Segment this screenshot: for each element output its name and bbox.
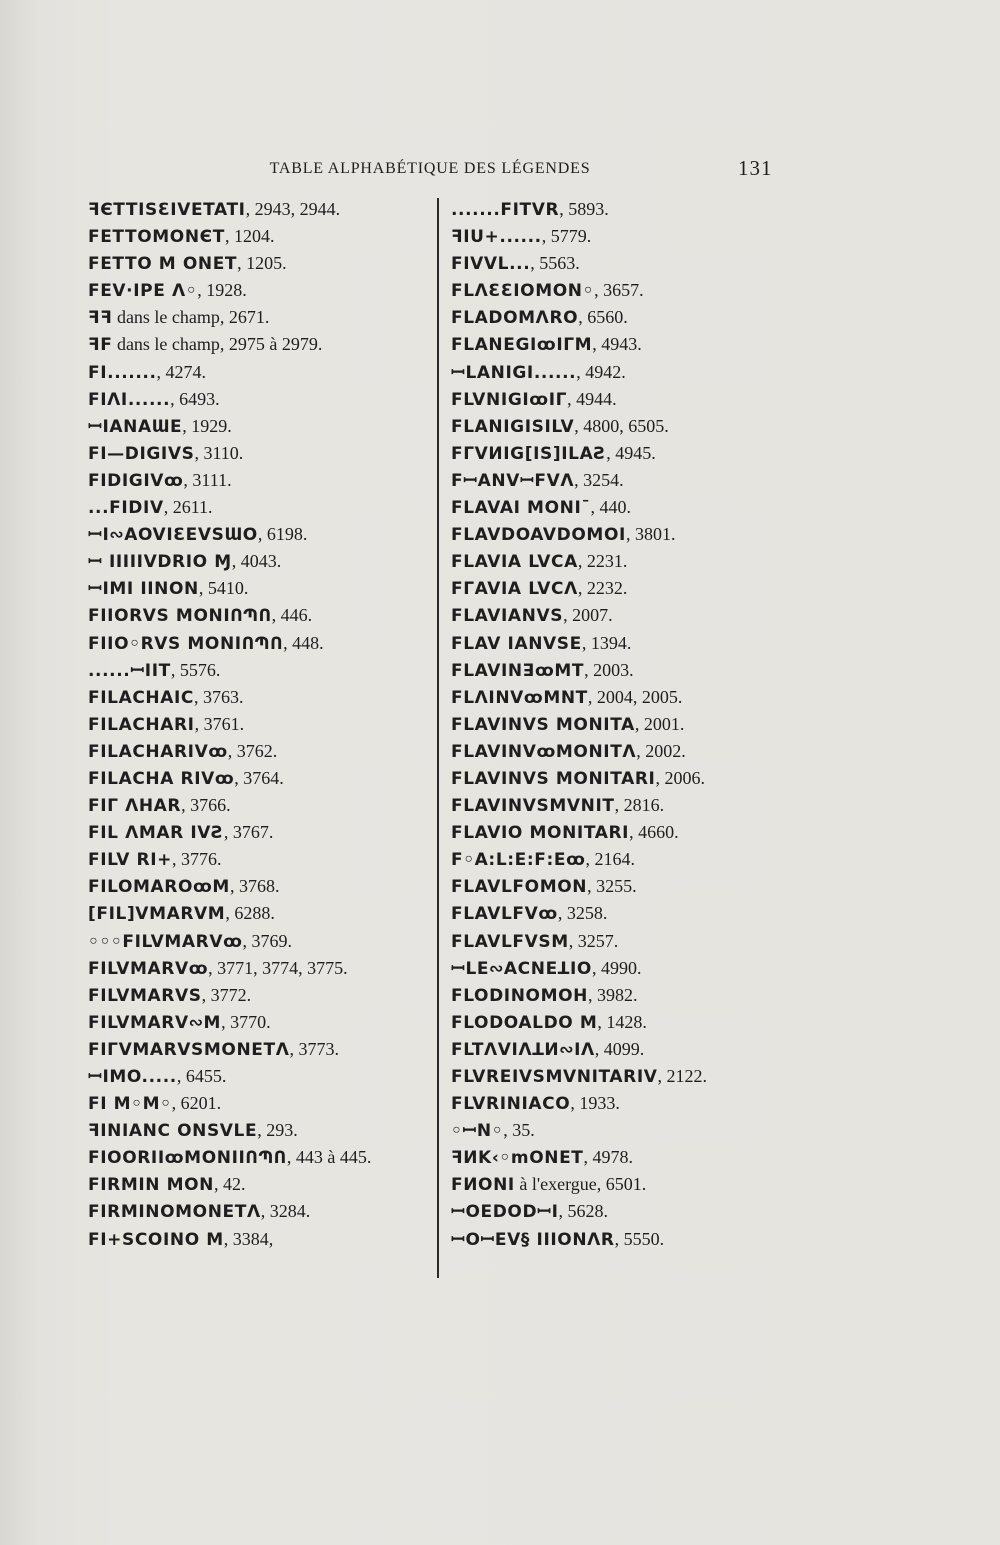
legend-entry	[88, 521, 433, 548]
reference-numbers: , 4099.	[594, 1038, 645, 1059]
reference-numbers: , 5410.	[198, 578, 249, 599]
legend-text: FI M◦M◦	[88, 1094, 172, 1115]
legend-entry	[88, 900, 433, 927]
legend-text: ◦◦◦FILVMARVꝏ	[88, 931, 243, 952]
reference-numbers: , 2164.	[585, 849, 636, 870]
legend-text: ......ꟷIIT	[88, 660, 171, 681]
legend-entry	[451, 494, 781, 521]
legend-text: FILACHARI	[88, 714, 195, 735]
reference-numbers: , 3767.	[223, 822, 274, 843]
reference-numbers: , 3770.	[221, 1011, 271, 1032]
legend-entry	[88, 1171, 433, 1198]
legend-text: FIVVL...	[451, 254, 531, 275]
legend-text: FLAVLFVSM	[451, 931, 569, 952]
legend-entry	[88, 630, 433, 657]
legend-entry	[88, 223, 433, 250]
reference-numbers: , 3761.	[194, 713, 245, 734]
legend-entry	[88, 1144, 433, 1171]
legend-entry	[451, 819, 781, 846]
legend-text: FLAVINVS MONITA	[451, 714, 635, 735]
legend-text: FLAVINVS MONITARI	[451, 768, 656, 789]
legend-text: ꟷ IIIIIVDRIO Ɱ	[88, 552, 232, 573]
legend-entry	[88, 602, 433, 629]
reference-numbers: , 3258.	[557, 903, 608, 924]
legend-text: FꟷANVꟷFVΛ	[451, 470, 575, 491]
reference-numbers: , 2943, 2944.	[245, 199, 341, 219]
legend-text: FLAVLFVꝏ	[451, 904, 558, 925]
legend-text: FIL ΛMAR IVꙄ	[88, 823, 224, 844]
legend-text: FIΓVMARVSMONETΛ	[88, 1039, 290, 1060]
reference-numbers: , 2816.	[614, 795, 665, 816]
legend-entry	[451, 1117, 781, 1144]
legend-entry	[88, 1090, 433, 1117]
legend-text: FLAVDOAVDOMOI	[451, 525, 626, 546]
legend-text: .......FITVR	[451, 200, 560, 220]
legend-entry	[451, 304, 781, 331]
reference-numbers: , 3110.	[194, 442, 244, 463]
legend-entry	[451, 1226, 781, 1253]
legend-entry	[88, 548, 433, 575]
legend-entry	[451, 657, 781, 684]
reference-numbers: , 1394.	[581, 632, 632, 653]
reference-numbers: , 3771, 3774, 3775.	[208, 957, 348, 978]
reference-numbers: , 1928.	[197, 280, 247, 301]
legend-text: FI+SCOINO M	[88, 1229, 224, 1250]
legend-text: FLADOMΛRO	[451, 308, 579, 329]
legend-entry	[88, 711, 433, 738]
legend-text: FLAVIANVS	[451, 606, 564, 627]
legend-entry	[451, 1036, 781, 1063]
reference-numbers: , 5628.	[558, 1201, 609, 1222]
legend-entry	[88, 304, 433, 331]
legend-entry	[451, 223, 781, 250]
reference-numbers: , 4944.	[567, 388, 617, 409]
legend-entry	[88, 738, 433, 765]
legend-entry	[88, 1063, 433, 1090]
legend-entry	[451, 630, 781, 657]
legend-entry	[451, 846, 781, 873]
reference-numbers: , 3982.	[588, 984, 638, 1005]
legend-entry	[88, 494, 433, 521]
legend-entry	[451, 1198, 781, 1225]
legend-text: FI.......	[88, 362, 157, 383]
legend-text: FETTO M ONET	[88, 254, 238, 275]
legend-entry	[451, 413, 781, 440]
legend-text: FLVRINIACO	[451, 1094, 571, 1115]
legend-entry	[451, 955, 781, 982]
legend-entry	[451, 928, 781, 955]
reference-numbers: , 443 à 445.	[286, 1147, 372, 1168]
legend-text: FLAV IANVSE	[451, 633, 582, 654]
legend-text: FLAVINVꝏMONITΛ	[451, 741, 637, 762]
legend-entry	[451, 521, 781, 548]
reference-numbers: , 4274.	[156, 361, 207, 382]
reference-numbers: , 5576.	[170, 659, 221, 680]
reference-numbers: , 3257.	[568, 930, 619, 951]
legend-text: FIRMIN MON	[88, 1175, 215, 1196]
legend-text: FIΛI......	[88, 389, 171, 410]
reference-numbers: , 3762.	[227, 740, 278, 761]
reference-numbers: , 3384,	[223, 1228, 274, 1249]
reference-numbers: , 3254.	[574, 469, 624, 490]
reference-numbers: , 2003.	[584, 659, 634, 680]
reference-numbers: , 5563.	[530, 253, 580, 274]
column-divider	[437, 198, 439, 1278]
legend-entry	[88, 846, 433, 873]
legend-text: FILV RI+	[88, 850, 172, 871]
reference-numbers: , 2231.	[577, 551, 628, 572]
reference-numbers: , 1204.	[224, 226, 275, 247]
legend-entry	[88, 413, 433, 440]
legend-text: FLAVINVSMVNIT	[451, 796, 615, 817]
reference-numbers: , 2232.	[577, 578, 628, 599]
running-header: TABLE ALPHABÉTIQUE DES LÉGENDES	[269, 160, 591, 177]
legend-text: ◦ꟷN◦	[451, 1121, 504, 1142]
legend-text: ꟻIU+......	[451, 227, 542, 248]
reference-numbers: , 2122.	[657, 1066, 708, 1086]
reference-numbers: , 4043.	[231, 551, 282, 572]
reference-numbers: , 1933.	[570, 1093, 620, 1114]
legend-entry	[88, 873, 433, 900]
legend-entry	[88, 1009, 433, 1036]
reference-numbers: , 3776.	[171, 849, 222, 870]
legend-text: ꟷOEDODꟷI	[451, 1202, 559, 1223]
reference-numbers: , 1428.	[597, 1011, 647, 1032]
legend-entry	[451, 982, 781, 1009]
legend-entry	[88, 982, 433, 1009]
reference-numbers: , 6201.	[171, 1093, 222, 1114]
reference-numbers: , 448.	[283, 632, 324, 653]
left-column	[88, 196, 433, 1253]
legend-entry	[88, 819, 433, 846]
legend-entry	[451, 765, 781, 792]
legend-text: FIDIGIVꝏ	[88, 470, 184, 491]
reference-numbers: , 1205.	[237, 253, 287, 274]
legend-entry	[88, 684, 433, 711]
reference-numbers: , 4800, 6505.	[574, 415, 669, 436]
reference-numbers: , 440.	[590, 497, 631, 518]
legend-entry	[88, 1198, 433, 1225]
reference-numbers: , 4942.	[576, 361, 626, 382]
legend-entry	[88, 955, 433, 982]
reference-numbers: , 4945.	[606, 442, 656, 463]
reference-numbers: , 3763.	[194, 686, 244, 707]
legend-text: ꟻИK‹◦mONET	[451, 1148, 584, 1169]
legend-text: FLANIGISILV	[451, 416, 575, 437]
reference-numbers: , 4660.	[629, 822, 679, 843]
reference-numbers: , 4990.	[591, 957, 642, 978]
legend-entry	[451, 1171, 781, 1198]
legend-entry	[88, 575, 433, 602]
reference-numbers: , 3255.	[587, 876, 637, 897]
legend-text: ꟷIMO.....	[88, 1067, 177, 1087]
legend-entry	[88, 1117, 433, 1144]
legend-text: FILACHA RIVꝏ	[88, 768, 235, 789]
legend-entry	[451, 1090, 781, 1117]
legend-text: ꟷIANAƜE	[88, 416, 183, 437]
reference-numbers: dans le champ, 2671.	[112, 307, 270, 328]
legend-text: FLODOALDO M	[451, 1012, 598, 1033]
legend-text: FLVREIVSMVNITARIV	[451, 1067, 658, 1087]
legend-text: ꟻINIANC ONSVLE	[88, 1121, 258, 1142]
reference-numbers: , 2007.	[563, 605, 613, 626]
page-number: 131	[738, 156, 773, 180]
reference-numbers: , 3801.	[625, 524, 676, 545]
reference-numbers: , 3764.	[234, 767, 284, 788]
legend-text: ...FIDIV	[88, 498, 164, 519]
legend-text: FIOORIIꝏMONIIՈՊՈ	[88, 1148, 287, 1169]
legend-entry	[88, 467, 433, 494]
legend-entry	[88, 657, 433, 684]
legend-entry	[88, 765, 433, 792]
reference-numbers: , 446.	[271, 605, 313, 626]
legend-text: FLVNIGIꝏIΓ	[451, 389, 568, 410]
reference-numbers: , 3769.	[242, 930, 293, 951]
legend-text: FLAVLFOMON	[451, 877, 588, 898]
legend-text: ꟷI∾AOVIƐEVSƜO	[88, 525, 258, 546]
legend-text: FΓVИIG[IS]ILAꙄ	[451, 443, 607, 464]
reference-numbers: , 5550.	[614, 1228, 665, 1249]
legend-text: FIIO◦RVS MONIՈՊՈ	[88, 633, 284, 654]
legend-text: FILVMARVS	[88, 985, 202, 1006]
legend-entry	[88, 928, 433, 955]
legend-entry	[451, 386, 781, 413]
legend-text: FLANEGIꝏIΓM	[451, 335, 593, 356]
legend-text: FILACHAIC	[88, 687, 194, 708]
legend-entry	[88, 359, 433, 386]
legend-entry	[451, 331, 781, 358]
legend-text: FEV·IPE Λ◦	[88, 281, 198, 302]
legend-text: FILVMARVꝏ	[88, 958, 209, 979]
legend-text: FIIORVS MONIՈՊՈ	[88, 606, 272, 627]
legend-entry	[451, 1144, 781, 1171]
legend-entry	[451, 277, 781, 304]
reference-numbers: , 3111.	[183, 469, 232, 490]
legend-entry	[451, 711, 781, 738]
legend-entry	[451, 792, 781, 819]
reference-numbers: , 3284.	[260, 1201, 311, 1222]
reference-numbers: , 6455.	[176, 1066, 227, 1086]
legend-text: ꟷOꟷEV§ IIIONΛR	[451, 1229, 615, 1250]
legend-entry	[451, 467, 781, 494]
right-column	[451, 196, 781, 1253]
legend-text: FETTOMONЄT	[88, 227, 225, 248]
legend-entry	[88, 196, 433, 223]
legend-text: ꟻꟻ	[88, 308, 113, 329]
reference-numbers: , 2004, 2005.	[587, 686, 683, 707]
legend-entry	[451, 738, 781, 765]
legend-entry	[88, 277, 433, 304]
legend-text: FILOMAROꝏM	[88, 877, 230, 898]
reference-numbers: , 5893.	[559, 199, 609, 219]
legend-text: FLΛINVꝏMNT	[451, 687, 588, 708]
reference-numbers: à l'exergue, 6501.	[514, 1174, 647, 1195]
legend-entry	[451, 1063, 781, 1090]
legend-text: FLTΛVIΛꓕИ∾IΛ	[451, 1039, 595, 1060]
reference-numbers: dans le champ, 2975 à 2979.	[112, 334, 323, 355]
legend-entry	[88, 1036, 433, 1063]
reference-numbers: , 3768.	[229, 876, 280, 897]
legend-text: F◦A꞉L꞉E꞉F꞉Eꝏ	[451, 850, 586, 871]
reference-numbers: , 6198.	[257, 524, 308, 545]
legend-entry	[88, 792, 433, 819]
legend-entry	[88, 440, 433, 467]
legend-text: FLΛƐƐIOMON◦	[451, 281, 595, 302]
legend-entry	[451, 602, 781, 629]
reference-numbers: , 3772.	[201, 984, 252, 1005]
legend-entry	[451, 575, 781, 602]
reference-numbers: , 2611.	[163, 497, 213, 518]
legend-entry	[451, 1009, 781, 1036]
legend-text: FLAVIO MONITARI	[451, 823, 630, 844]
legend-entry	[451, 548, 781, 575]
legend-text: FИONI	[451, 1175, 515, 1196]
reference-numbers: , 4943.	[592, 334, 642, 355]
reference-numbers: , 5779.	[541, 226, 592, 247]
reference-numbers: , 4978.	[583, 1147, 633, 1168]
reference-numbers: , 1929.	[182, 415, 232, 436]
reference-numbers: , 6560.	[578, 307, 628, 328]
reference-numbers: , 6288.	[225, 903, 275, 924]
legend-text: FIRMINOMONETΛ	[88, 1202, 261, 1223]
legend-text: FLAVAI MONI¯	[451, 498, 591, 519]
legend-text: ꟷLANIGI......	[451, 362, 577, 383]
reference-numbers: , 2006.	[655, 767, 705, 788]
legend-entry	[88, 331, 433, 358]
legend-text: FLAVINꓱꝏMT	[451, 660, 585, 681]
legend-text: ꟻЄTTISƐIVETATI	[88, 200, 246, 220]
legend-entry	[451, 440, 781, 467]
reference-numbers: , 3773.	[289, 1038, 339, 1059]
legend-entry	[451, 873, 781, 900]
reference-numbers: , 3766.	[181, 795, 231, 816]
legend-text: FIΓ ΛHAR	[88, 796, 182, 817]
legend-text: FI—DIGIVS	[88, 443, 195, 464]
legend-text: FILVMARV∾M	[88, 1012, 222, 1033]
legend-entry	[451, 684, 781, 711]
reference-numbers: , 35.	[503, 1120, 535, 1141]
reference-numbers: , 3657.	[594, 280, 644, 301]
legend-text: FLODINOMOH	[451, 985, 589, 1006]
legend-entry	[451, 196, 781, 223]
legend-text: FILACHARIVꝏ	[88, 741, 228, 762]
reference-numbers: , 42.	[214, 1174, 246, 1195]
reference-numbers: , 6493.	[170, 388, 220, 409]
legend-text: [FIL]VMARVM	[88, 904, 226, 925]
legend-text: ꟷLE∾ACNEꓕIO	[451, 958, 592, 979]
legend-entry	[88, 1226, 433, 1253]
reference-numbers: , 2001.	[634, 713, 685, 734]
legend-text: ꟷIMI IINON	[88, 579, 199, 600]
legend-entry	[451, 250, 781, 277]
reference-numbers: , 293.	[257, 1120, 298, 1141]
legend-text: ꟻF	[88, 335, 113, 356]
legend-entry	[88, 250, 433, 277]
legend-entry	[88, 386, 433, 413]
legend-text: FLAVIA LVCA	[451, 552, 578, 573]
reference-numbers: , 2002.	[636, 740, 686, 761]
legend-entry	[451, 359, 781, 386]
legend-entry	[451, 900, 781, 927]
legend-text: FΓAVIA LVCΛ	[451, 579, 578, 600]
